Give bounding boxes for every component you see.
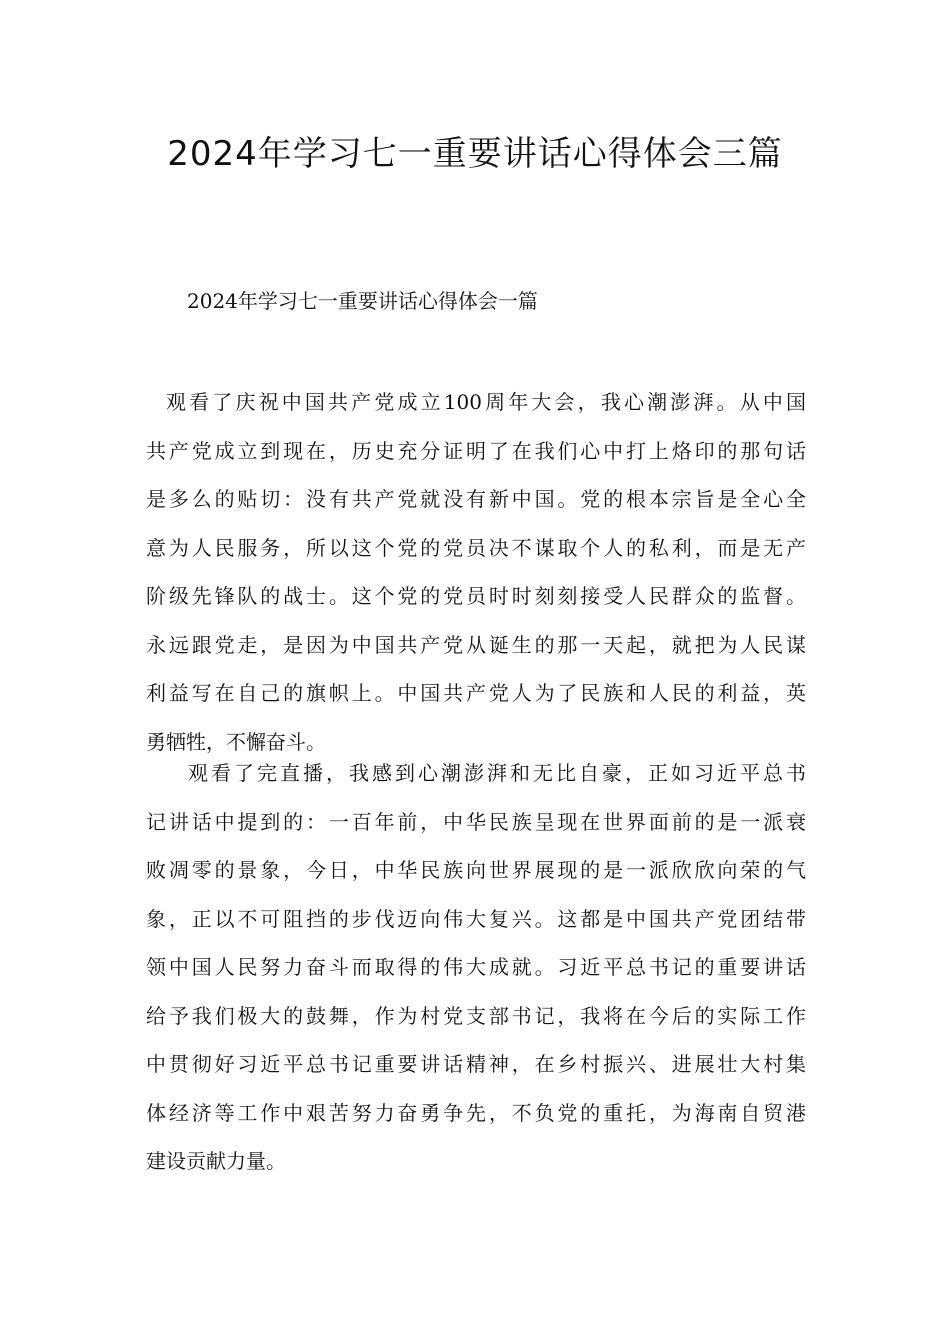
document-title: 2024年学习七一重要讲话心得体会三篇 bbox=[167, 134, 783, 174]
paragraph-line: 观看了完直播，我感到心潮澎湃和无比自豪，正如习近平总书 bbox=[188, 761, 806, 785]
paragraph-line: 勇牺牲，不懈奋斗。 bbox=[146, 729, 326, 754]
paragraph-line: 给予我们极大的鼓舞，作为村党支部书记，我将在今后的实际工作 bbox=[146, 1003, 806, 1028]
paragraph-line: 败凋零的景象，今日，中华民族向世界展现的是一派欣欣向荣的气 bbox=[146, 858, 806, 882]
section-subtitle: 2024年学习七一重要讲话心得体会一篇 bbox=[187, 289, 538, 313]
paragraph-line: 记讲话中提到的：一百年前，中华民族呈现在世界面前的是一派衰 bbox=[146, 809, 806, 834]
paragraph-line: 意为人民服务，所以这个党的党员决不谋取个人的私利，而是无产 bbox=[146, 535, 806, 560]
paragraph-line: 是多么的贴切：没有共产党就没有新中国。党的根本宗旨是全心全 bbox=[146, 487, 806, 511]
paragraph-line: 永远跟党走，是因为中国共产党从诞生的那一天起，就把为人民谋 bbox=[146, 632, 806, 657]
paragraph-line: 中贯彻好习近平总书记重要讲话精神，在乡村振兴、进展壮大村集 bbox=[146, 1052, 806, 1076]
body-paragraph-2 bbox=[146, 749, 806, 1186]
paragraph-line: 象，正以不可阻挡的步伐迈向伟大复兴。这都是中国共产党团结带 bbox=[146, 906, 806, 931]
paragraph-line: 利益写在自己的旗帜上。中国共产党人为了民族和人民的利益，英 bbox=[146, 681, 806, 705]
paragraph-line: 阶级先锋队的战士。这个党的党员时时刻刻接受人民群众的监督。 bbox=[146, 584, 806, 608]
paragraph-line: 领中国人民努力奋斗而取得的伟大成就。习近平总书记的重要讲话 bbox=[146, 955, 806, 979]
paragraph-line: 观看了庆祝中国共产党成立100周年大会，我心潮澎湃。从中国 bbox=[166, 390, 806, 414]
paragraph-line: 建设贡献力量。 bbox=[146, 1149, 286, 1173]
paragraph-line: 共产党成立到现在，历史充分证明了在我们心中打上烙印的那句话 bbox=[146, 438, 806, 463]
body-paragraph-1 bbox=[146, 378, 806, 766]
paragraph-line: 体经济等工作中艰苦努力奋勇争先，不负党的重托，为海南自贸港 bbox=[146, 1100, 806, 1125]
